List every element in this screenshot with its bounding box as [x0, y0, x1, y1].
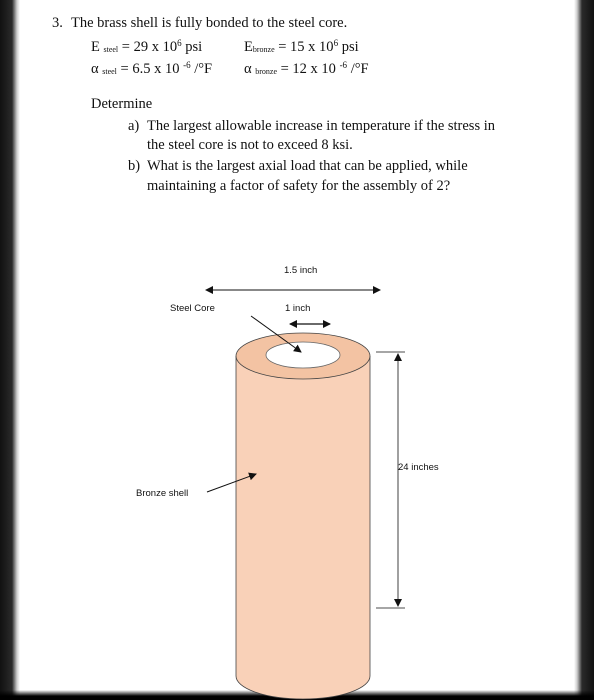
alpha-bronze: α $_{bronze}$ = 12 x 10 $^{-6}$ /°F [244, 60, 369, 77]
bronze-shell-body [236, 356, 370, 676]
part-b-line-2: maintaining a factor of safety for the assembly of 2? [147, 178, 451, 194]
steel-core-top [266, 342, 340, 368]
steel-core-label: Steel Core [170, 303, 215, 314]
problem-statement: The brass shell is fully bonded to the steel core. [71, 15, 348, 31]
determine-heading: Determine [91, 96, 153, 112]
part-a-label: a) [128, 118, 140, 134]
part-b-line-1: What is the largest axial load that can be applied, while [147, 158, 468, 174]
length-label: 24 inches [398, 462, 439, 473]
alpha-steel: α $_{steel}$ = 6.5 x 10 $^{-6}$ /°F [91, 60, 213, 77]
problem-number: 3. [52, 15, 63, 31]
part-a-line-2: the steel core is not to exceed 8 ksi. [147, 137, 353, 153]
part-a-line-1: The largest allowable increase in temperature if the stress in [147, 118, 495, 134]
bronze-shell-label: Bronze shell [136, 488, 189, 499]
part-b-label: b) [128, 158, 141, 174]
e-bronze: $E_{bronze} = 15$ x $10^6$ psi [244, 38, 359, 55]
e-steel: E $_{steel}$ = 29 x $10^6$ psi [91, 38, 203, 55]
inner-diameter-label: 1 inch [285, 303, 311, 314]
outer-diameter-label: 1.5 inch [284, 265, 318, 276]
